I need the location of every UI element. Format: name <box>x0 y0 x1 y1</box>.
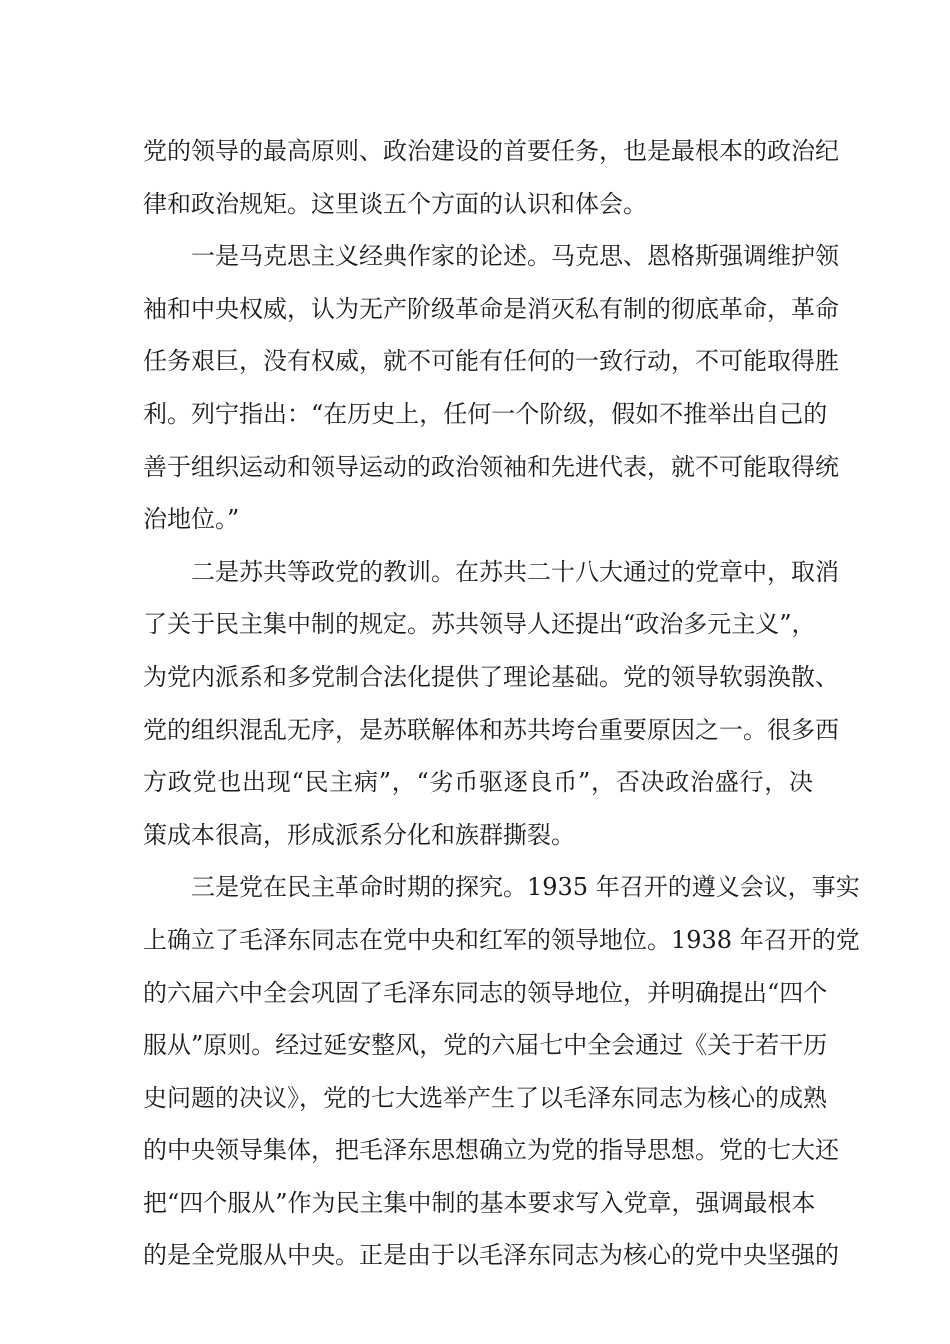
text-line: 了关于民主集中制的规定。苏共领导人还提出“政治多元主义”， <box>143 610 816 639</box>
text-line: 的六届六中全会巩固了毛泽东同志的领导地位，并明确提出“四个 <box>143 978 828 1007</box>
text-line: 的是全党服从中央。正是由于以毛泽东同志为核心的党中央坚强的 <box>143 1241 839 1270</box>
text-line: 一是马克思主义经典作家的论述。马克思、恩格斯强调维护领 <box>191 242 839 271</box>
paragraph-democratic-revolution <box>143 861 860 1282</box>
text-line: 服从”原则。经过延安整风，党的六届七中全会通过《关于若干历 <box>143 1031 828 1060</box>
paragraph-marxist-classics <box>143 230 839 546</box>
text-line: 的中央领导集体，把毛泽东思想确立为党的指导思想。党的七大还 <box>143 1136 839 1165</box>
text-line: 把“四个服从”作为民主集中制的基本要求写入党章，强调最根本 <box>143 1188 816 1217</box>
paragraph-continuation <box>143 125 839 230</box>
text-line: 善于组织运动和领导运动的政治领袖和先进代表，就不可能取得统 <box>143 452 839 481</box>
text-line: 治地位。” <box>143 505 240 534</box>
text-line: 党的领导的最高原则、政治建设的首要任务，也是最根本的政治纪 <box>143 137 839 165</box>
text-line: 利。列宁指出：“在历史上，任何一个阶级，假如不推举出自己的 <box>143 399 828 428</box>
text-line: 袖和中央权威，认为无产阶级革命是消灭私有制的彻底革命，革命 <box>143 294 839 323</box>
text-line: 二是苏共等政党的教训。在苏共二十八大通过的党章中，取消 <box>191 557 839 586</box>
text-line: 律和政治规矩。这里谈五个方面的认识和体会。 <box>143 189 647 218</box>
text-line: 党的组织混乱无序，是苏联解体和苏共垮台重要原因之一。很多西 <box>143 715 839 744</box>
text-line: 任务艰巨，没有权威，就不可能有任何的一致行动，不可能取得胜 <box>143 347 839 376</box>
text-line: 方政党也出现“民主病”，“劣币驱逐良币”，否决政治盛行，决 <box>143 768 813 797</box>
text-line: 史问题的决议》，党的七大选举产生了以毛泽东同志为核心的成熟 <box>143 1083 827 1112</box>
paragraph-soviet-lessons <box>143 546 839 862</box>
text-line: 策成本很高，形成派系分化和族群撕裂。 <box>143 820 575 849</box>
text-line: 为党内派系和多党制合法化提供了理论基础。党的领导软弱涣散、 <box>143 662 839 691</box>
text-line: 三是党在民主革命时期的探究。1935 年召开的遵义会议，事实 <box>191 873 860 902</box>
document-body <box>143 125 860 1282</box>
text-line: 上确立了毛泽东同志在党中央和红军的领导地位。1938 年召开的党 <box>143 925 860 954</box>
